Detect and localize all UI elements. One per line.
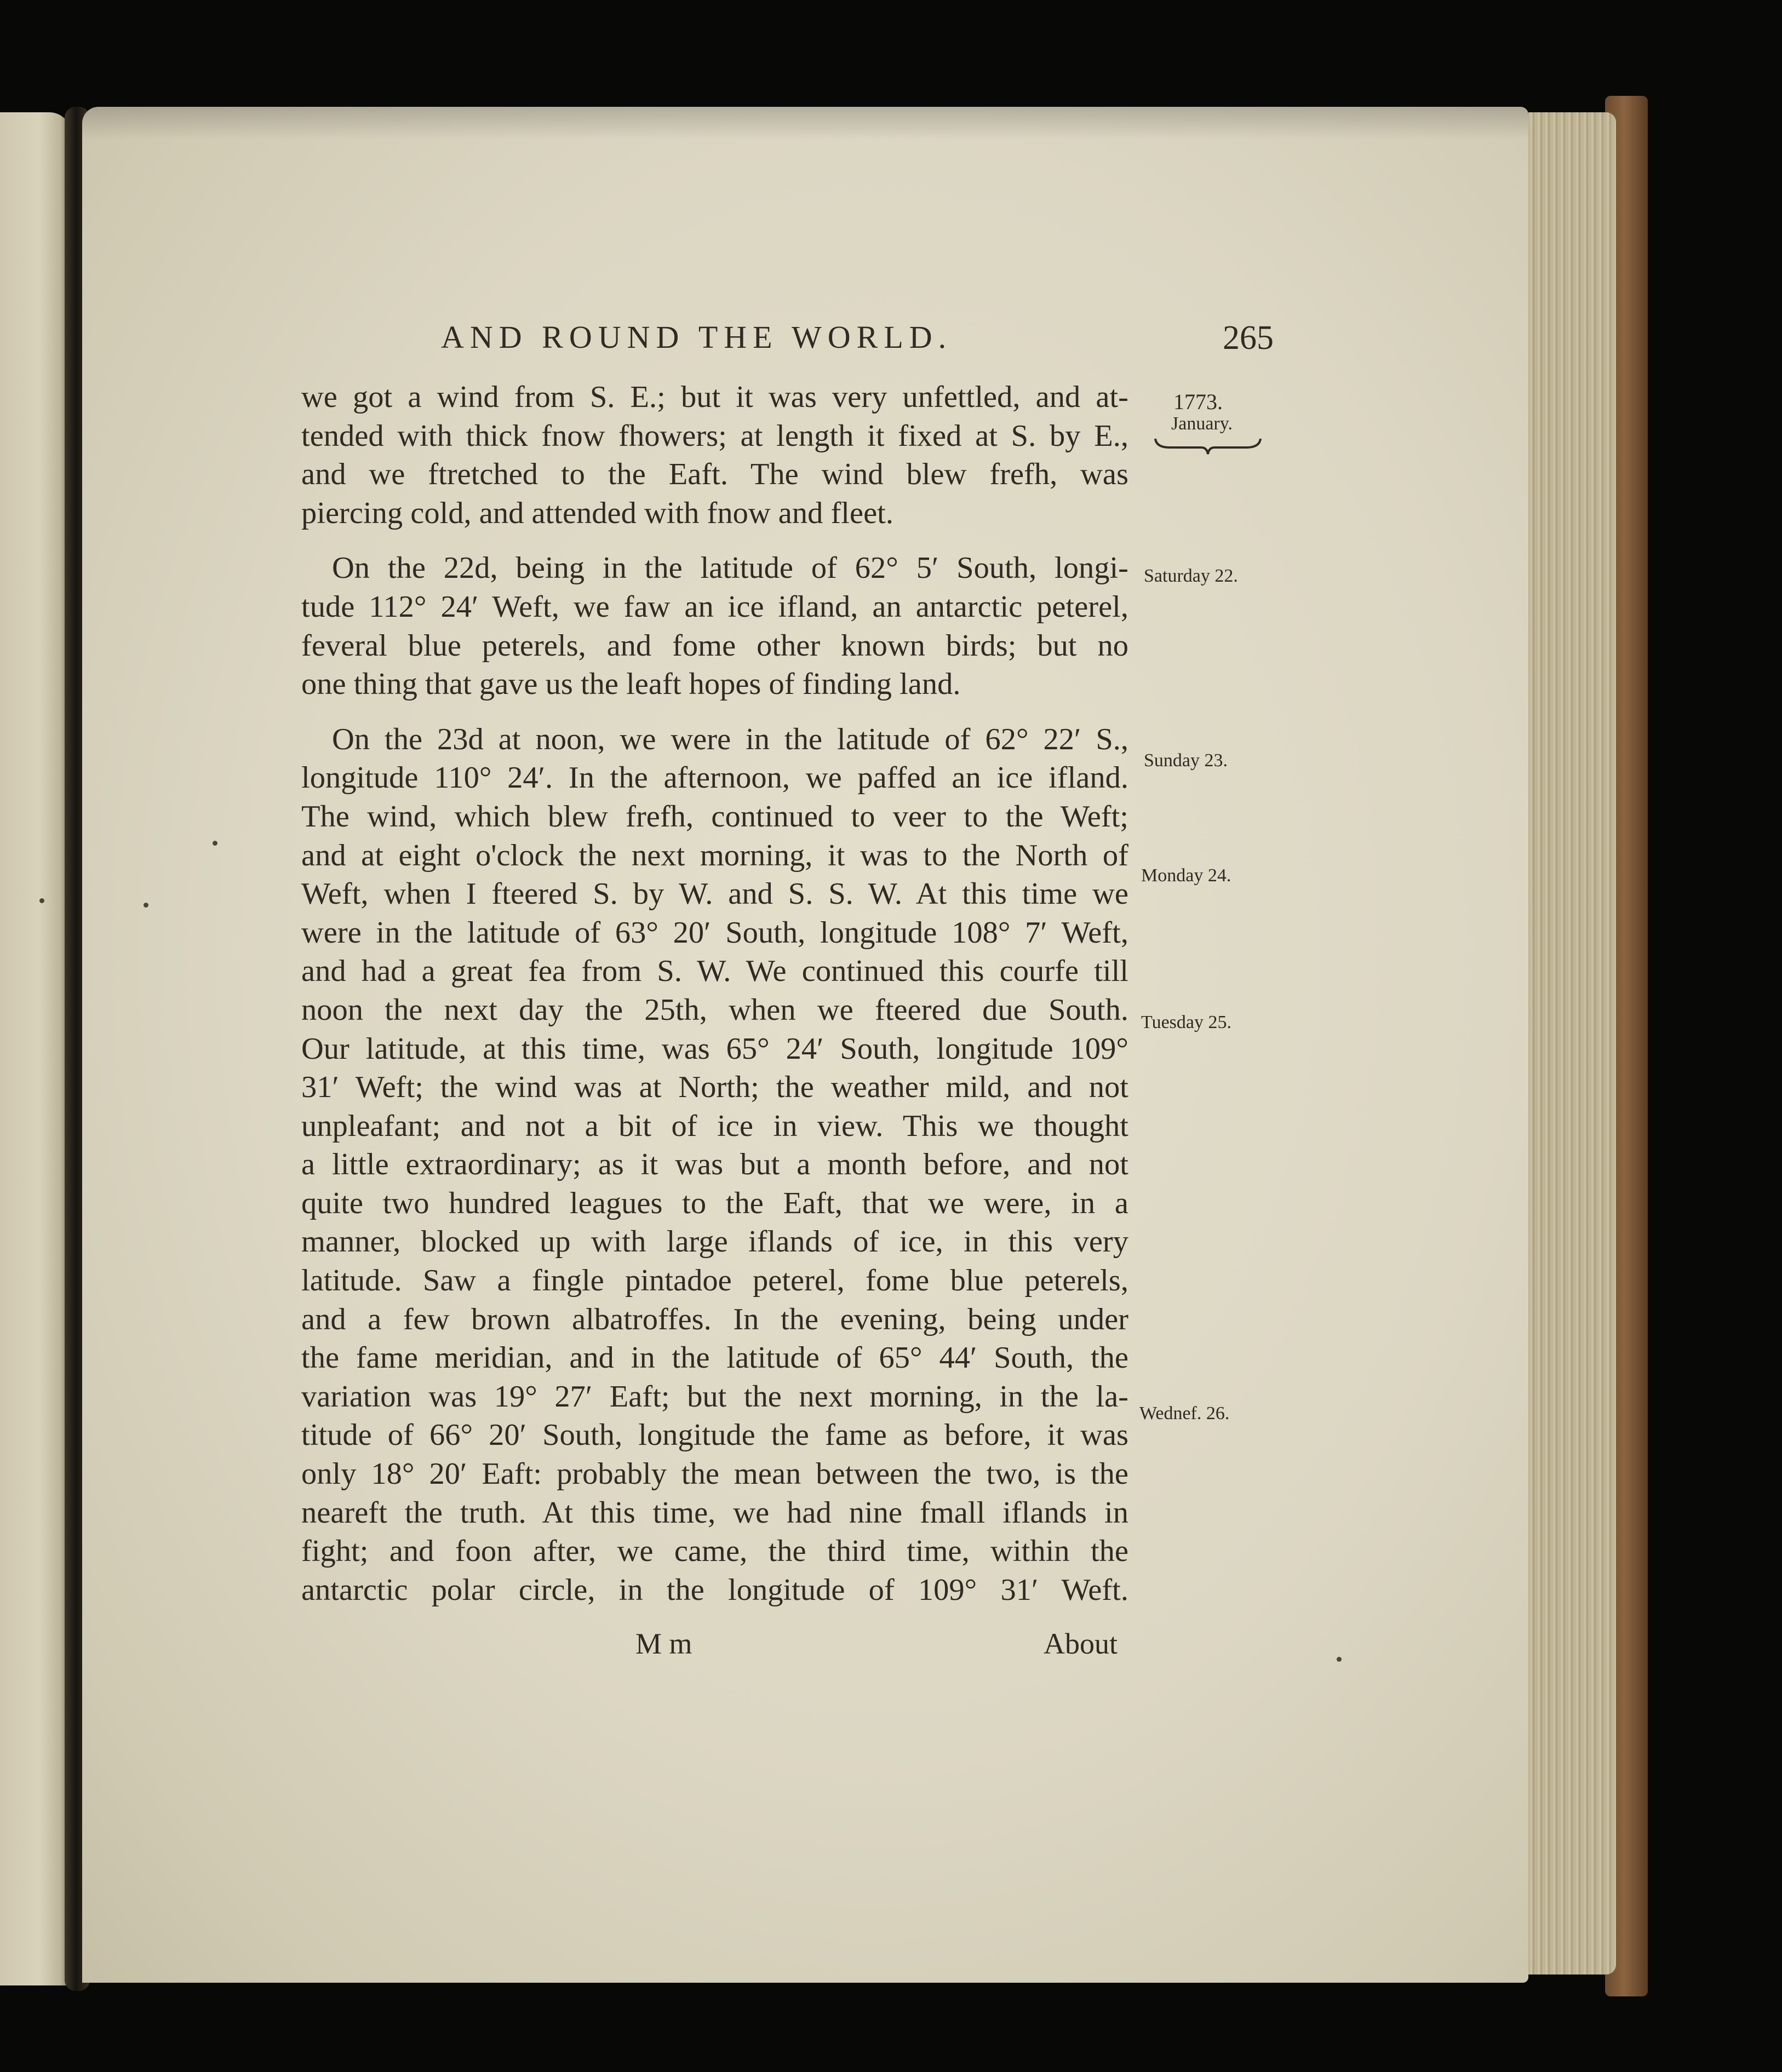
- page-shadow: [82, 107, 1528, 140]
- text-line: feveral blue peterels, and fome other known birds; but no: [301, 628, 1128, 663]
- text-line: Our latitude, at this time, was 65° 24′ South, longitude 109°: [301, 1031, 1128, 1066]
- text-line: quite two hundred leagues to the Eaft, that we were, in a: [301, 1186, 1128, 1220]
- page-number: 265: [1223, 319, 1274, 357]
- text-line: a little extraordinary; as it was but a month before, and not: [301, 1147, 1128, 1182]
- text-line: variation was 19° 27′ Eaft; but the next morning, in the la-: [301, 1379, 1128, 1414]
- text-line: On the 22d, being in the latitude of 62° 5′ South, longi-: [332, 551, 1128, 586]
- paper-speck: [1337, 1657, 1342, 1662]
- body-text: [301, 378, 1128, 1609]
- margin-month: January.: [1171, 414, 1233, 434]
- text-line: tended with thick fnow fhowers; at length it fixed at S. by E.,: [301, 418, 1128, 453]
- text-line: and we ftretched to the Eaft. The wind blew frefh, was: [301, 457, 1128, 492]
- paper-speck: [144, 903, 148, 908]
- margin-note-monday: Monday 24.: [1141, 865, 1231, 886]
- text-line: only 18° 20′ Eaft: probably the mean between the two, is the: [301, 1457, 1128, 1491]
- text-line: The wind, which blew frefh, continued to veer to the Weft;: [301, 799, 1128, 834]
- text-line: piercing cold, and attended with fnow and fleet.: [301, 496, 893, 530]
- margin-note-saturday: Saturday 22.: [1144, 566, 1238, 586]
- brace-icon: [1153, 435, 1263, 457]
- text-line: On the 23d at noon, we were in the latitude of 62° 22′ S.,: [332, 722, 1128, 756]
- text-line: titude of 66° 20′ South, longitude the fame as before, it was: [301, 1418, 1128, 1453]
- margin-note-tuesday: Tuesday 25.: [1141, 1012, 1231, 1032]
- text-line: and had a great fea from S. W. We continued this courfe till: [301, 954, 1128, 989]
- text-line: we got a wind from S. E.; but it was very unfettled, and at-: [301, 380, 1128, 414]
- catchword: About: [1044, 1627, 1118, 1660]
- signature-mark: M m: [635, 1627, 692, 1660]
- text-line: noon the next day the 25th, when we fteered due South.: [301, 992, 1128, 1027]
- text-line: the fame meridian, and in the latitude of 65° 44′ South, the: [301, 1341, 1128, 1375]
- text-line: antarctic polar circle, in the longitude of 109° 31′ Weft.: [301, 1572, 1128, 1607]
- margin-note-sunday: Sunday 23.: [1144, 750, 1228, 771]
- left-page-edge: [0, 112, 71, 1985]
- text-line: Weft, when I fteered S. by W. and S. S. W. At this time we: [301, 877, 1128, 911]
- text-line: and a few brown albatroffes. In the evening, being under: [301, 1302, 1128, 1336]
- text-line: longitude 110° 24′. In the afternoon, we paffed an ice ifland.: [301, 761, 1128, 795]
- text-line: neareft the truth. At this time, we had nine fmall iflands in: [301, 1495, 1128, 1530]
- text-line: tude 112° 24′ Weft, we faw an ice ifland, an antarctic peterel,: [301, 589, 1128, 624]
- text-line: were in the latitude of 63° 20′ South, longitude 108° 7′ Weft,: [301, 915, 1128, 950]
- running-head: AND ROUND THE WORLD.: [441, 319, 953, 355]
- text-line: and at eight o'clock the next morning, it was to the North of: [301, 838, 1128, 873]
- margin-year: 1773.: [1173, 389, 1223, 414]
- paper-speck: [213, 841, 217, 846]
- page-fore-edge: [1528, 112, 1616, 1975]
- text-line: fight; and foon after, we came, the third time, within the: [301, 1534, 1128, 1569]
- text-line: manner, blocked up with large iflands of ice, in this very: [301, 1225, 1128, 1259]
- page-footer: [635, 1627, 1118, 1665]
- text-line: 31′ Weft; the wind was at North; the weather mild, and not: [301, 1070, 1128, 1105]
- margin-note-wednesday: Wednef. 26.: [1139, 1403, 1230, 1424]
- text-line: latitude. Saw a fingle pintadoe peterel, fome blue peterels,: [301, 1264, 1128, 1298]
- paper-speck: [39, 898, 44, 903]
- text-line: one thing that gave us the leaft hopes of finding land.: [301, 667, 961, 702]
- text-line: unpleafant; and not a bit of ice in view. This we thought: [301, 1109, 1128, 1143]
